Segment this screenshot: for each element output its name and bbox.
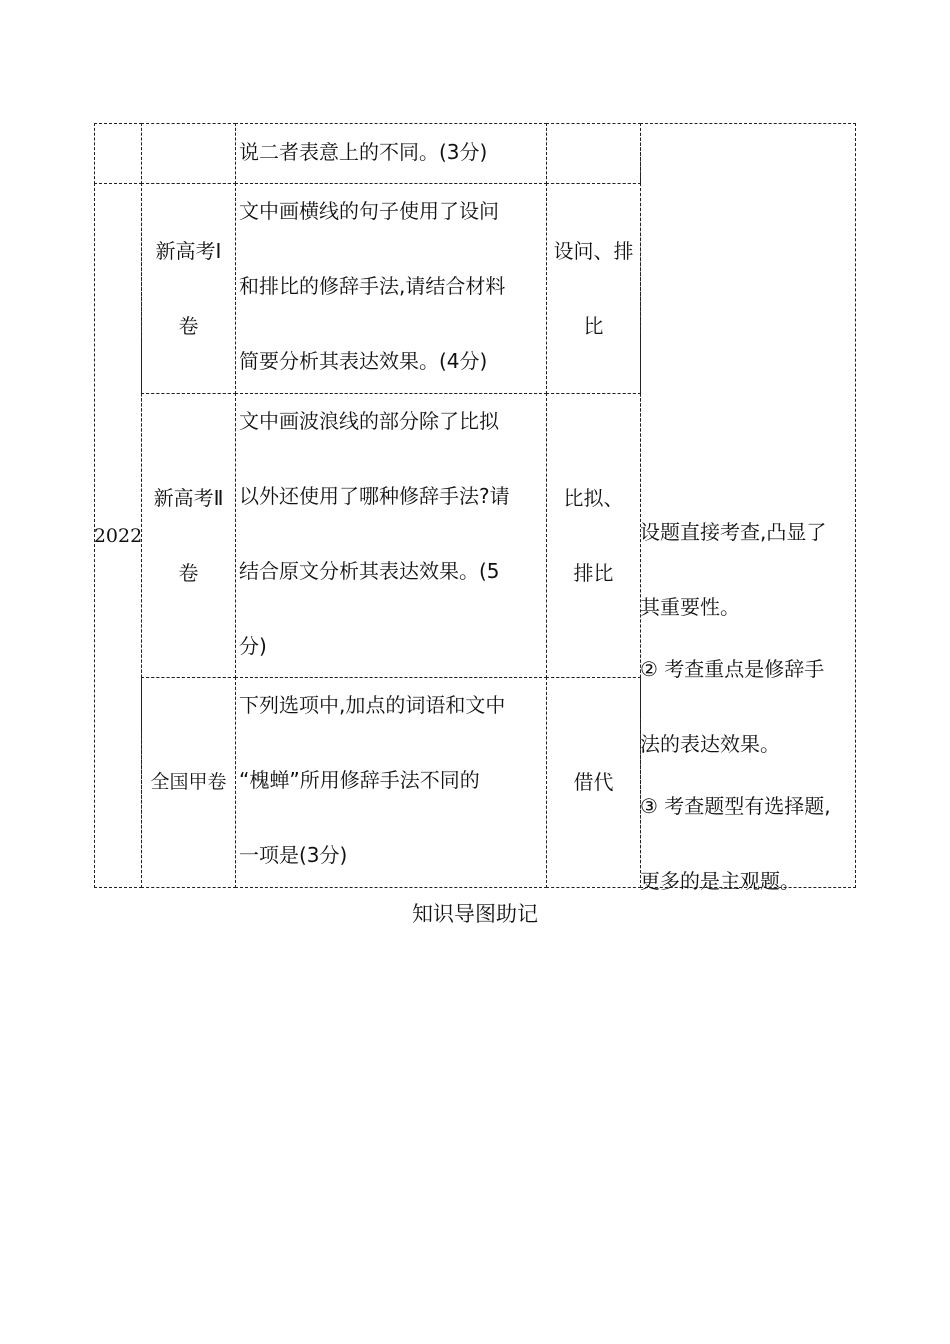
question-line: 以外还使用了哪种修辞手法?请	[239, 484, 510, 508]
exam-table	[93, 123, 856, 893]
answer-cell-empty	[546, 123, 641, 184]
answer-cell	[546, 677, 641, 888]
paper-line: 新高考Ⅱ	[153, 485, 224, 510]
paper-cell	[141, 393, 236, 678]
question-line: “槐蝉”所用修辞手法不同的	[239, 768, 480, 792]
answer-line: 比拟、	[563, 485, 624, 510]
paper-line: 新高考Ⅰ	[155, 238, 222, 263]
question-line: 简要分析其表达效果。(4分)	[239, 349, 488, 373]
analysis-line: 设题直接考查,凸显了	[640, 520, 827, 544]
answer-line: 设问、排	[553, 238, 634, 263]
paper-line: 卷	[178, 560, 199, 585]
answer-line: 比	[583, 313, 604, 338]
answer-line: 借代	[573, 770, 614, 794]
question-cell	[235, 183, 547, 394]
question-cell	[235, 393, 547, 678]
question-line: 和排比的修辞手法,请结合材料	[239, 274, 506, 298]
question-line: 分)	[239, 634, 267, 658]
question-line: 结合原文分析其表达效果。(5	[239, 559, 500, 583]
question-line: 文中画横线的句子使用了设问	[239, 199, 499, 223]
analysis-cell	[640, 123, 856, 888]
answer-cell	[546, 183, 641, 394]
year-cell	[94, 183, 142, 888]
answer-cell	[546, 393, 641, 678]
paper-line: 卷	[178, 313, 199, 338]
paper-cell	[141, 677, 236, 888]
footer-title: 知识导图助记	[412, 902, 538, 926]
answer-line: 排比	[573, 560, 614, 585]
analysis-line: ② 考查重点是修辞手	[640, 657, 825, 681]
paper-line: 全国甲卷	[150, 771, 227, 793]
analysis-line: ③ 考查题型有选择题,	[640, 794, 831, 818]
question-cell	[235, 677, 547, 888]
paper-cell	[141, 183, 236, 394]
analysis-line: 更多的是主观题。	[640, 869, 800, 893]
analysis-line: 法的表达效果。	[640, 732, 780, 756]
year-text: 2022	[93, 524, 143, 547]
question-line: 下列选项中,加点的词语和文中	[239, 693, 506, 717]
question-line: 文中画波浪线的部分除了比拟	[239, 409, 499, 433]
question-text: 说二者表意上的不同。(3分)	[239, 140, 488, 164]
analysis-line: 其重要性。	[640, 595, 740, 619]
question-line: 一项是(3分)	[239, 843, 348, 867]
year-cell-empty	[94, 123, 142, 184]
paper-cell-empty	[141, 123, 236, 184]
